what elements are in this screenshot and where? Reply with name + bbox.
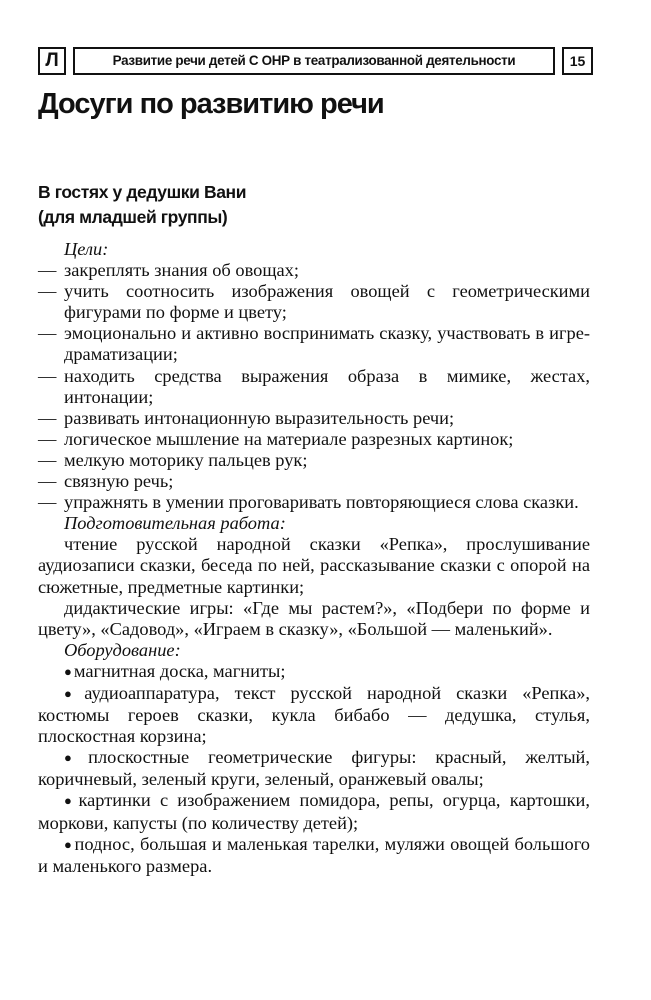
dash-marker: —	[38, 365, 57, 386]
goal-text: мелкую моторику пальцев рук;	[64, 449, 308, 470]
dash-marker: —	[38, 407, 57, 428]
preparation-heading: Подготовительная работа:	[64, 513, 286, 534]
dash-marker: —	[38, 323, 57, 344]
equipment-item	[38, 834, 590, 877]
equipment-item	[38, 661, 590, 683]
bullet-icon: ●	[64, 836, 73, 852]
goal-text: эмоционально и активно воспринимать сказку, участвовать в игре-драматизации;	[64, 323, 590, 365]
equipment-text: поднос, большая и маленькая тарелки, муляжи овощей большого и маленького размера.	[38, 833, 590, 876]
dash-marker: —	[38, 260, 57, 281]
running-header-title: Развитие речи детей С ОНР в театрализованной деятельности	[73, 47, 555, 75]
dash-marker: —	[38, 492, 57, 513]
goal-item	[38, 492, 590, 513]
equipment-item	[38, 747, 590, 790]
goal-text: связную речь;	[64, 471, 174, 492]
goal-item	[38, 260, 590, 281]
preparation-paragraph: чтение русской народной сказки «Репка», прослушивание аудиозаписи сказки, беседа по ней, рассказывание сказки с опорой на сюжетные, предметные картинки;	[38, 534, 590, 597]
goal-item	[38, 281, 590, 323]
equipment-item	[38, 790, 590, 833]
goal-item	[38, 450, 590, 471]
goal-text: упражнять в умении проговаривать повторяющиеся слова сказки.	[64, 492, 579, 513]
goal-text: логическое мышление на материале разрезных картинок;	[64, 428, 514, 449]
goal-text: закреплять знания об овощах;	[64, 260, 299, 281]
goal-text: находить средства выражения образа в мимике, жестах, интонации;	[64, 365, 590, 407]
equipment-text: аудиоаппаратура, текст русской народной сказки «Репка», костюмы героев сказки, кукла бибабо — дедушка, стулья, плоскостная корзина;	[38, 682, 590, 747]
page-number: 15	[562, 47, 593, 75]
goal-text: учить соотносить изображения овощей с геометрическими фигурами по форме и цвету;	[64, 281, 590, 323]
goal-item	[38, 471, 590, 492]
bullet-icon: ●	[64, 793, 77, 809]
dash-marker: —	[38, 281, 57, 302]
chapter-title: Досуги по развитию речи	[38, 88, 384, 120]
dash-marker: —	[38, 471, 57, 492]
goal-item	[38, 429, 590, 450]
dash-marker: —	[38, 449, 57, 470]
section-title-line: (для младшей группы)	[38, 207, 228, 227]
equipment-text: магнитная доска, магниты;	[73, 660, 286, 681]
equipment-item	[38, 683, 590, 747]
equipment-text: плоскостные геометрические фигуры: красный, желтый, коричневый, зеленый круги, зеленый, оранжевый овалы;	[38, 747, 590, 790]
goal-text: развивать интонационную выразительность речи;	[64, 407, 455, 428]
dash-marker: —	[38, 428, 57, 449]
goal-item	[38, 408, 590, 429]
section-title	[38, 180, 246, 230]
running-header	[38, 47, 593, 75]
bullet-icon: ●	[64, 685, 83, 701]
goal-item	[38, 323, 590, 365]
bullet-icon: ●	[64, 663, 72, 679]
equipment-heading: Оборудование:	[64, 639, 181, 660]
bullet-icon: ●	[64, 750, 87, 766]
preparation-paragraph: дидактические игры: «Где мы растем?», «Подбери по форме и цвету», «Садовод», «Играем в сказку», «Большой — маленький».	[38, 597, 590, 639]
section-title-line: В гостях у дедушки Вани	[38, 182, 247, 202]
document-body	[38, 239, 590, 877]
goal-item	[38, 366, 590, 408]
goals-heading: Цели:	[64, 239, 109, 259]
section-letter-box: Л	[38, 47, 66, 75]
equipment-text: картинки с изображением помидора, репы, огурца, картошки, моркови, капусты (по количеству детей);	[38, 790, 590, 833]
